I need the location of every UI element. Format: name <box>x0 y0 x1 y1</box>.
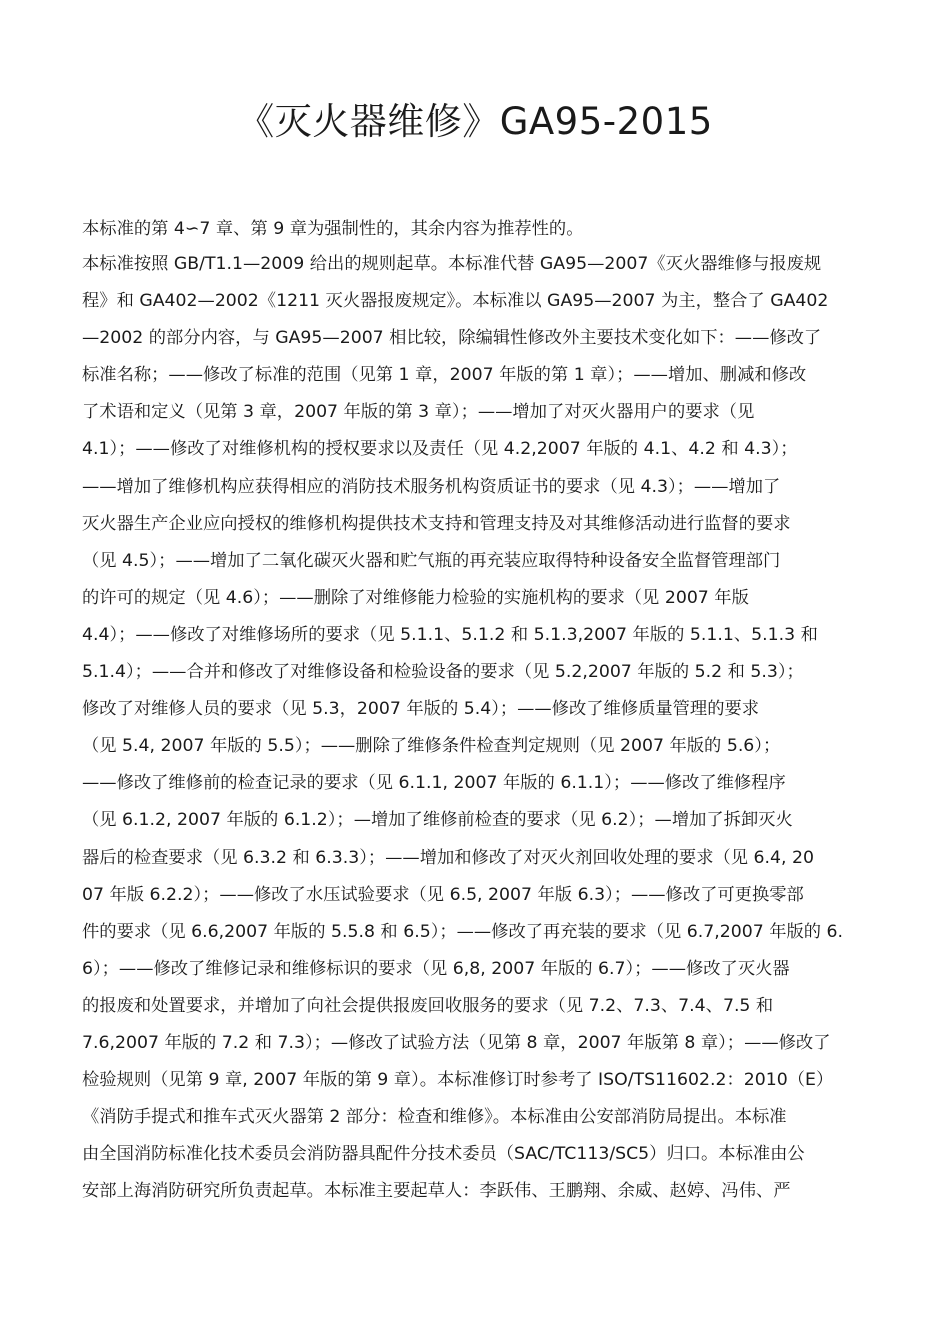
body-line: 了术语和定义（见第 3 章，2007 年版的第 3 章）；——增加了对灭火器用户的要求（见 <box>82 402 755 423</box>
body-line: 《消防手提式和推车式灭火器第 2 部分：检查和维修》。本标准由公安部消防局提出。本标准 <box>82 1107 787 1128</box>
body-line: 安部上海消防研究所负责起草。本标准主要起草人：李跃伟、王鹏翔、余威、赵婷、冯伟、严 <box>82 1181 791 1202</box>
document-title: 《灭火器维修》GA95-2015 <box>237 100 713 143</box>
body-line: 灭火器生产企业应向授权的维修机构提供技术支持和管理支持及对其维修活动进行监督的要求 <box>82 513 791 534</box>
body-line: 7.6,2007 年版的 7.2 和 7.3）；—修改了试验方法（见第 8 章，2007 年版第 8 章）；——修改了 <box>82 1032 831 1053</box>
body-line: 6）；——修改了维修记录和维修标识的要求（见 6,8, 2007 年版的 6.7）；——修改了灭火器 <box>82 958 790 979</box>
document-body <box>82 212 882 1210</box>
body-line: ——增加了维修机构应获得相应的消防技术服务机构资质证书的要求（见 4.3）；——增加了 <box>82 476 781 497</box>
body-line: 的报废和处置要求，并增加了向社会提供报废回收服务的要求（见 7.2、7.3、7.4、7.5 和 <box>82 995 774 1016</box>
body-line: 4.4）；——修改了对维修场所的要求（见 5.1.1、5.1.2 和 5.1.3,2007 年版的 5.1.1、5.1.3 和 <box>82 624 818 645</box>
body-line: 器后的检查要求（见 6.3.2 和 6.3.3）；——增加和修改了对灭火剂回收处理的要求（见 6.4, 20 <box>82 847 815 868</box>
body-line: 标准名称；——修改了标准的范围（见第 1 章，2007 年版的第 1 章）；——增加、删减和修改 <box>82 365 807 386</box>
body-line: —2002 的部分内容，与 GA95—2007 相比较，除编辑性修改外主要技术变化如下：——修改了 <box>82 328 822 349</box>
body-line: 本标准按照 GB/T1.1—2009 给出的规则起草。本标准代替 GA95—2007《灭火器维修与报废规 <box>82 254 822 274</box>
body-line: （见 6.1.2, 2007 年版的 6.1.2）；—增加了维修前检查的要求（见 6.2）；—增加了拆卸灭火 <box>82 810 793 831</box>
body-line: 的许可的规定（见 4.6）；——删除了对维修能力检验的实施机构的要求（见 2007 年版 <box>82 587 749 608</box>
body-line: 件的要求（见 6.6,2007 年版的 5.5.8 和 6.5）；——修改了再充装的要求（见 6.7,2007 年版的 6. <box>82 921 844 942</box>
body-line: 检验规则（见第 9 章, 2007 年版的第 9 章）。本标准修订时参考了 ISO/TS11602.2：2010（E） <box>82 1070 834 1091</box>
body-line: 4.1）；——修改了对维修机构的授权要求以及责任（见 4.2,2007 年版的 4.1、4.2 和 4.3）； <box>82 439 798 460</box>
body-line: ——修改了维修前的检查记录的要求（见 6.1.1, 2007 年版的 6.1.1）；——修改了维修程序 <box>82 773 786 794</box>
body-line: 由全国消防标准化技术委员会消防器具配件分技术委员（SAC/TC113/SC5）归口。本标准由公 <box>82 1144 805 1165</box>
body-line: 本标准的第 4∽7 章、第 9 章为强制性的，其余内容为推荐性的。 <box>82 219 584 239</box>
body-line: 修改了对维修人员的要求（见 5.3，2007 年版的 5.4）；——修改了维修质量管理的要求 <box>82 699 760 720</box>
body-line: 5.1.4）；——合并和修改了对维修设备和检验设备的要求（见 5.2,2007 年版的 5.2 和 5.3）； <box>82 662 804 683</box>
body-line: （见 5.4, 2007 年版的 5.5）；——删除了维修条件检查判定规则（见 2007 年版的 5.6）； <box>82 736 781 757</box>
body-line: 07 年版 6.2.2）；——修改了水压试验要求（见 6.5, 2007 年版 6.3）；——修改了可更换零部 <box>82 884 804 905</box>
body-line: （见 4.5）；——增加了二氧化碳灭火器和贮气瓶的再充装应取得特种设备安全监督管理部门 <box>82 550 781 571</box>
body-line: 程》和 GA402—2002《1211 灭火器报废规定》。本标准以 GA95—2007 为主，整合了 GA402 <box>82 291 829 312</box>
